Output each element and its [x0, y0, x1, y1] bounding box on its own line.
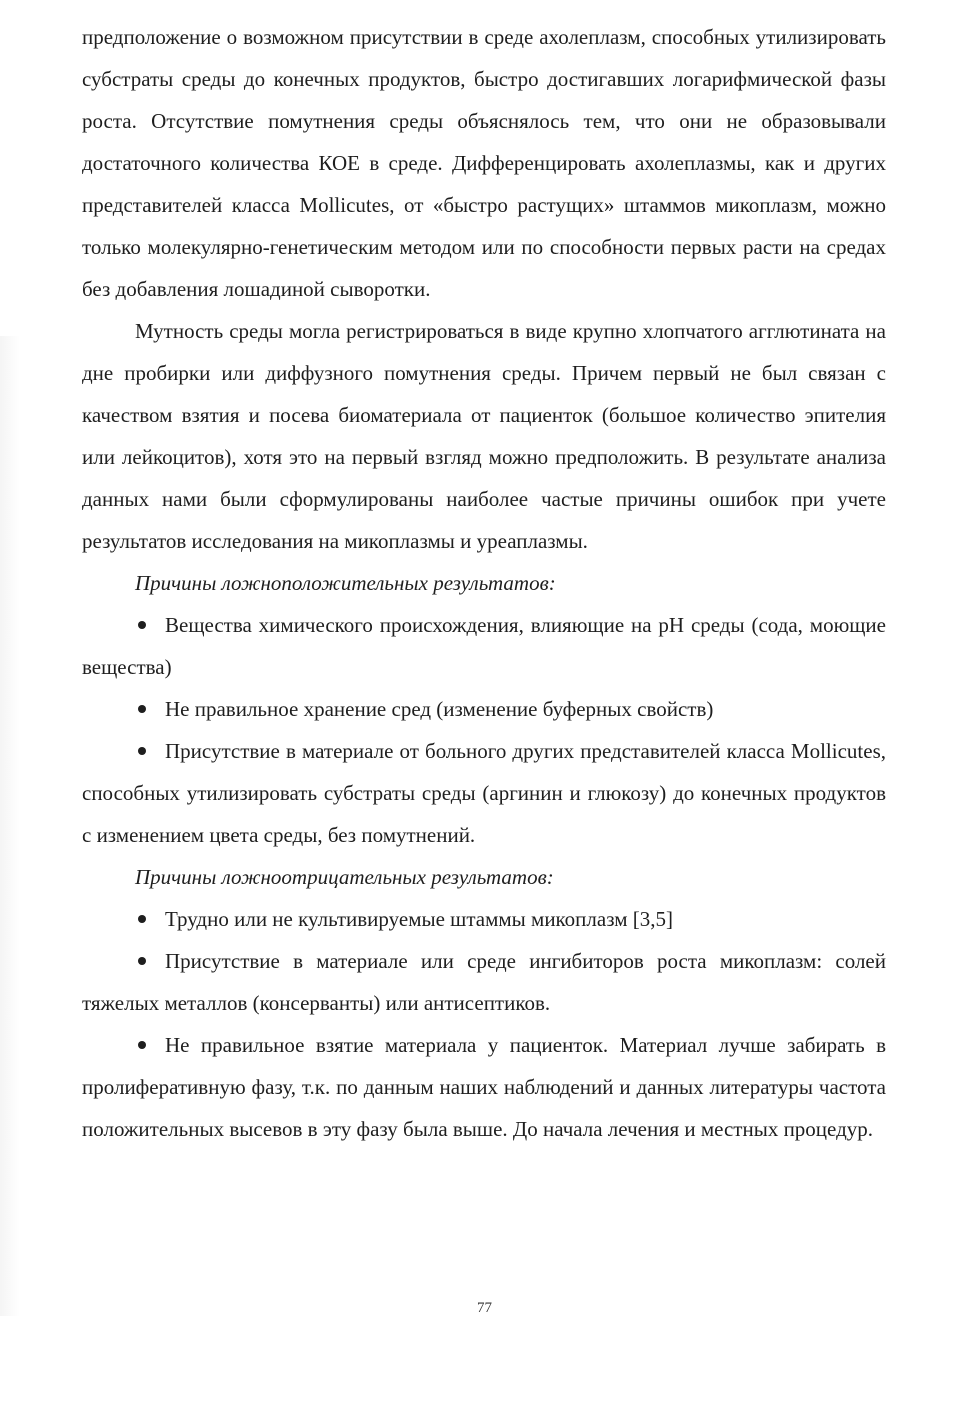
list-item [82, 1024, 886, 1150]
false-negative-heading: Причины ложноотрицательных результатов: [135, 865, 554, 889]
bullet-icon [135, 730, 165, 772]
list-item [82, 688, 886, 730]
list-item-text: Не правильное взятие материала у пациенток. Материал лучше забирать в пролиферативную фазу, т.к. по данным наших наблюдений и данных литературы частота положительных высевов в эту фазу была выше. До начала лечения и местных процедур. [82, 1033, 886, 1141]
list-item-text: Вещества химического происхождения, влияющие на pH среды (сода, моющие вещества) [82, 613, 886, 679]
bullet-icon [135, 940, 165, 982]
page-number: 77 [477, 1300, 492, 1316]
list-item-text: Присутствие в материале от больного других представителей класса Mollicutes, способных утилизировать субстраты среды (аргинин и глюкозу) до конечных продуктов с изменением цвета среды, без помутнений. [82, 739, 886, 847]
list-item-text: Не правильное хранение сред (изменение буферных свойств) [165, 697, 714, 721]
bullet-icon [135, 1024, 165, 1066]
list-item-text: Присутствие в материале или среде ингибиторов роста микоплазм: солей тяжелых металлов (консерванты) или антисептиков. [82, 949, 886, 1015]
paragraph-turbidity: Мутность среды могла регистрироваться в виде крупно хлопчатого агглютината на дне пробирки или диффузного помутнения среды. Причем первый не был связан с качеством взятия и посева биоматериала от пациенток (большое количество эпителия или лейкоцитов), хотя это на первый взгляд можно предположить. В результате анализа данных нами были сформулированы наиболее частые причины ошибок при учете результатов исследования на микоплазмы и уреаплазмы. [82, 319, 886, 553]
list-item [82, 940, 886, 1024]
bullet-icon [135, 898, 165, 940]
paragraph-continuation: предположение о возможном присутствии в среде ахолеплазм, способных утилизировать субстраты среды до конечных продуктов, быстро достигавших логарифмической фазы роста. Отсутствие помутнения среды объяснялось тем, что они не образовывали достаточного количества КОЕ в среде. Дифференцировать ахолеплазмы, как и других представителей класса Mollicutes, от «быстро растущих» штаммов микоплазм, можно только молекулярно-генетическим методом или по способности первых расти на средах без добавления лошадиной сыворотки. [82, 25, 886, 301]
document-page [82, 16, 886, 1150]
bullet-icon [135, 688, 165, 730]
list-item [82, 898, 886, 940]
list-item [82, 604, 886, 688]
list-item [82, 730, 886, 856]
false-positive-heading: Причины ложноположительных результатов: [135, 571, 556, 595]
bullet-icon [135, 604, 165, 646]
list-item-text: Трудно или не культивируемые штаммы микоплазм [3,5] [165, 907, 673, 931]
